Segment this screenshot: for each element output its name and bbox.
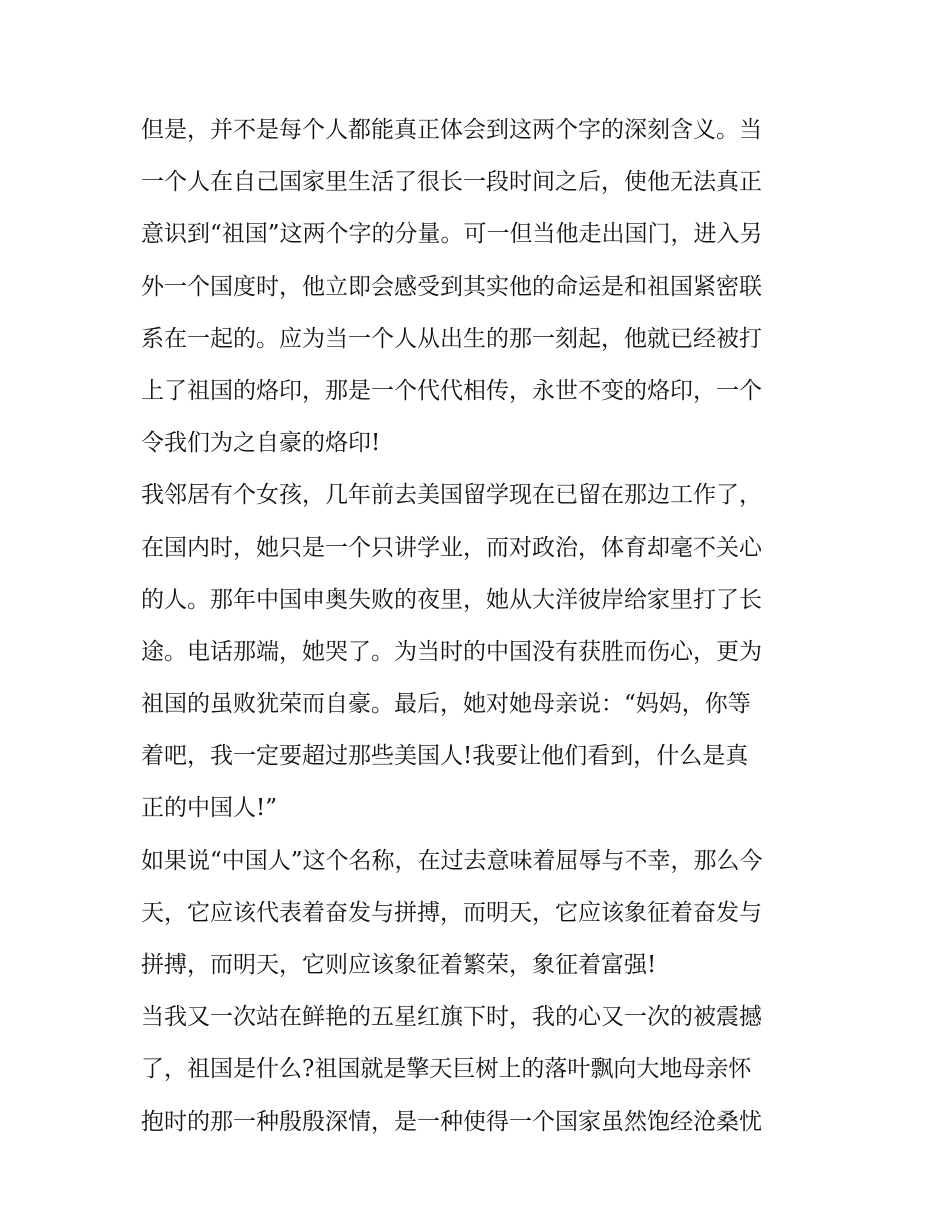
text-line: 抱时的那一种殷殷深情，是一种使得一个国家虽然饱经沧桑忧: [141, 1108, 762, 1135]
text-line: 系在一起的。应为当一个人从出生的那一刻起，他就已经被打: [141, 325, 762, 352]
text-line: 一个人在自己国家里生活了很长一段时间之后，使他无法真正: [141, 169, 762, 196]
text-line: 意识到“祖国”这两个字的分量。可一但当他走出国门，进入另: [141, 221, 763, 248]
text-line: 当我又一次站在鲜艳的五星红旗下时，我的心又一次的被震撼: [141, 1004, 762, 1031]
text-line: 我邻居有个女孩，几年前去美国留学现在已留在那边工作了，: [141, 482, 762, 509]
text-line: 但是，并不是每个人都能真正体会到这两个字的深刻含义。当: [141, 117, 762, 143]
text-line: 祖国的虽败犹荣而自豪。最后，她对她母亲说：“妈妈，你等: [141, 691, 751, 718]
text-line: 外一个国度时，他立即会感受到其实他的命运是和祖国紧密联: [141, 273, 762, 300]
text-line: 了，祖国是什么?祖国就是擎天巨树上的落叶飘向大地母亲怀: [141, 1056, 752, 1083]
text-line: 在国内时，她只是一个只讲学业，而对政治，体育却毫不关心: [141, 534, 762, 561]
text-line: 天，它应该代表着奋发与拼搏，而明天，它应该象征着奋发与: [141, 899, 762, 926]
body-text: [141, 104, 821, 1148]
text-line: 途。电话那端，她哭了。为当时的中国没有获胜而伤心，更为: [141, 638, 762, 665]
text-line: 正的中国人!”: [141, 795, 278, 822]
text-line: 令我们为之自豪的烙印!: [141, 430, 381, 457]
text-line: 上了祖国的烙印，那是一个代代相传，永世不变的烙印，一个: [141, 377, 762, 404]
text-line: 如果说“中国人”这个名称，在过去意味着屈辱与不幸，那么今: [141, 847, 763, 874]
text-line: 拼搏，而明天，它则应该象征着繁荣，象征着富强!: [141, 952, 657, 978]
text-line: 着吧，我一定要超过那些美国人!我要让他们看到，什么是真: [141, 743, 749, 770]
text-line: 的人。那年中国申奥失败的夜里，她从大洋彼岸给家里打了长: [141, 586, 762, 613]
